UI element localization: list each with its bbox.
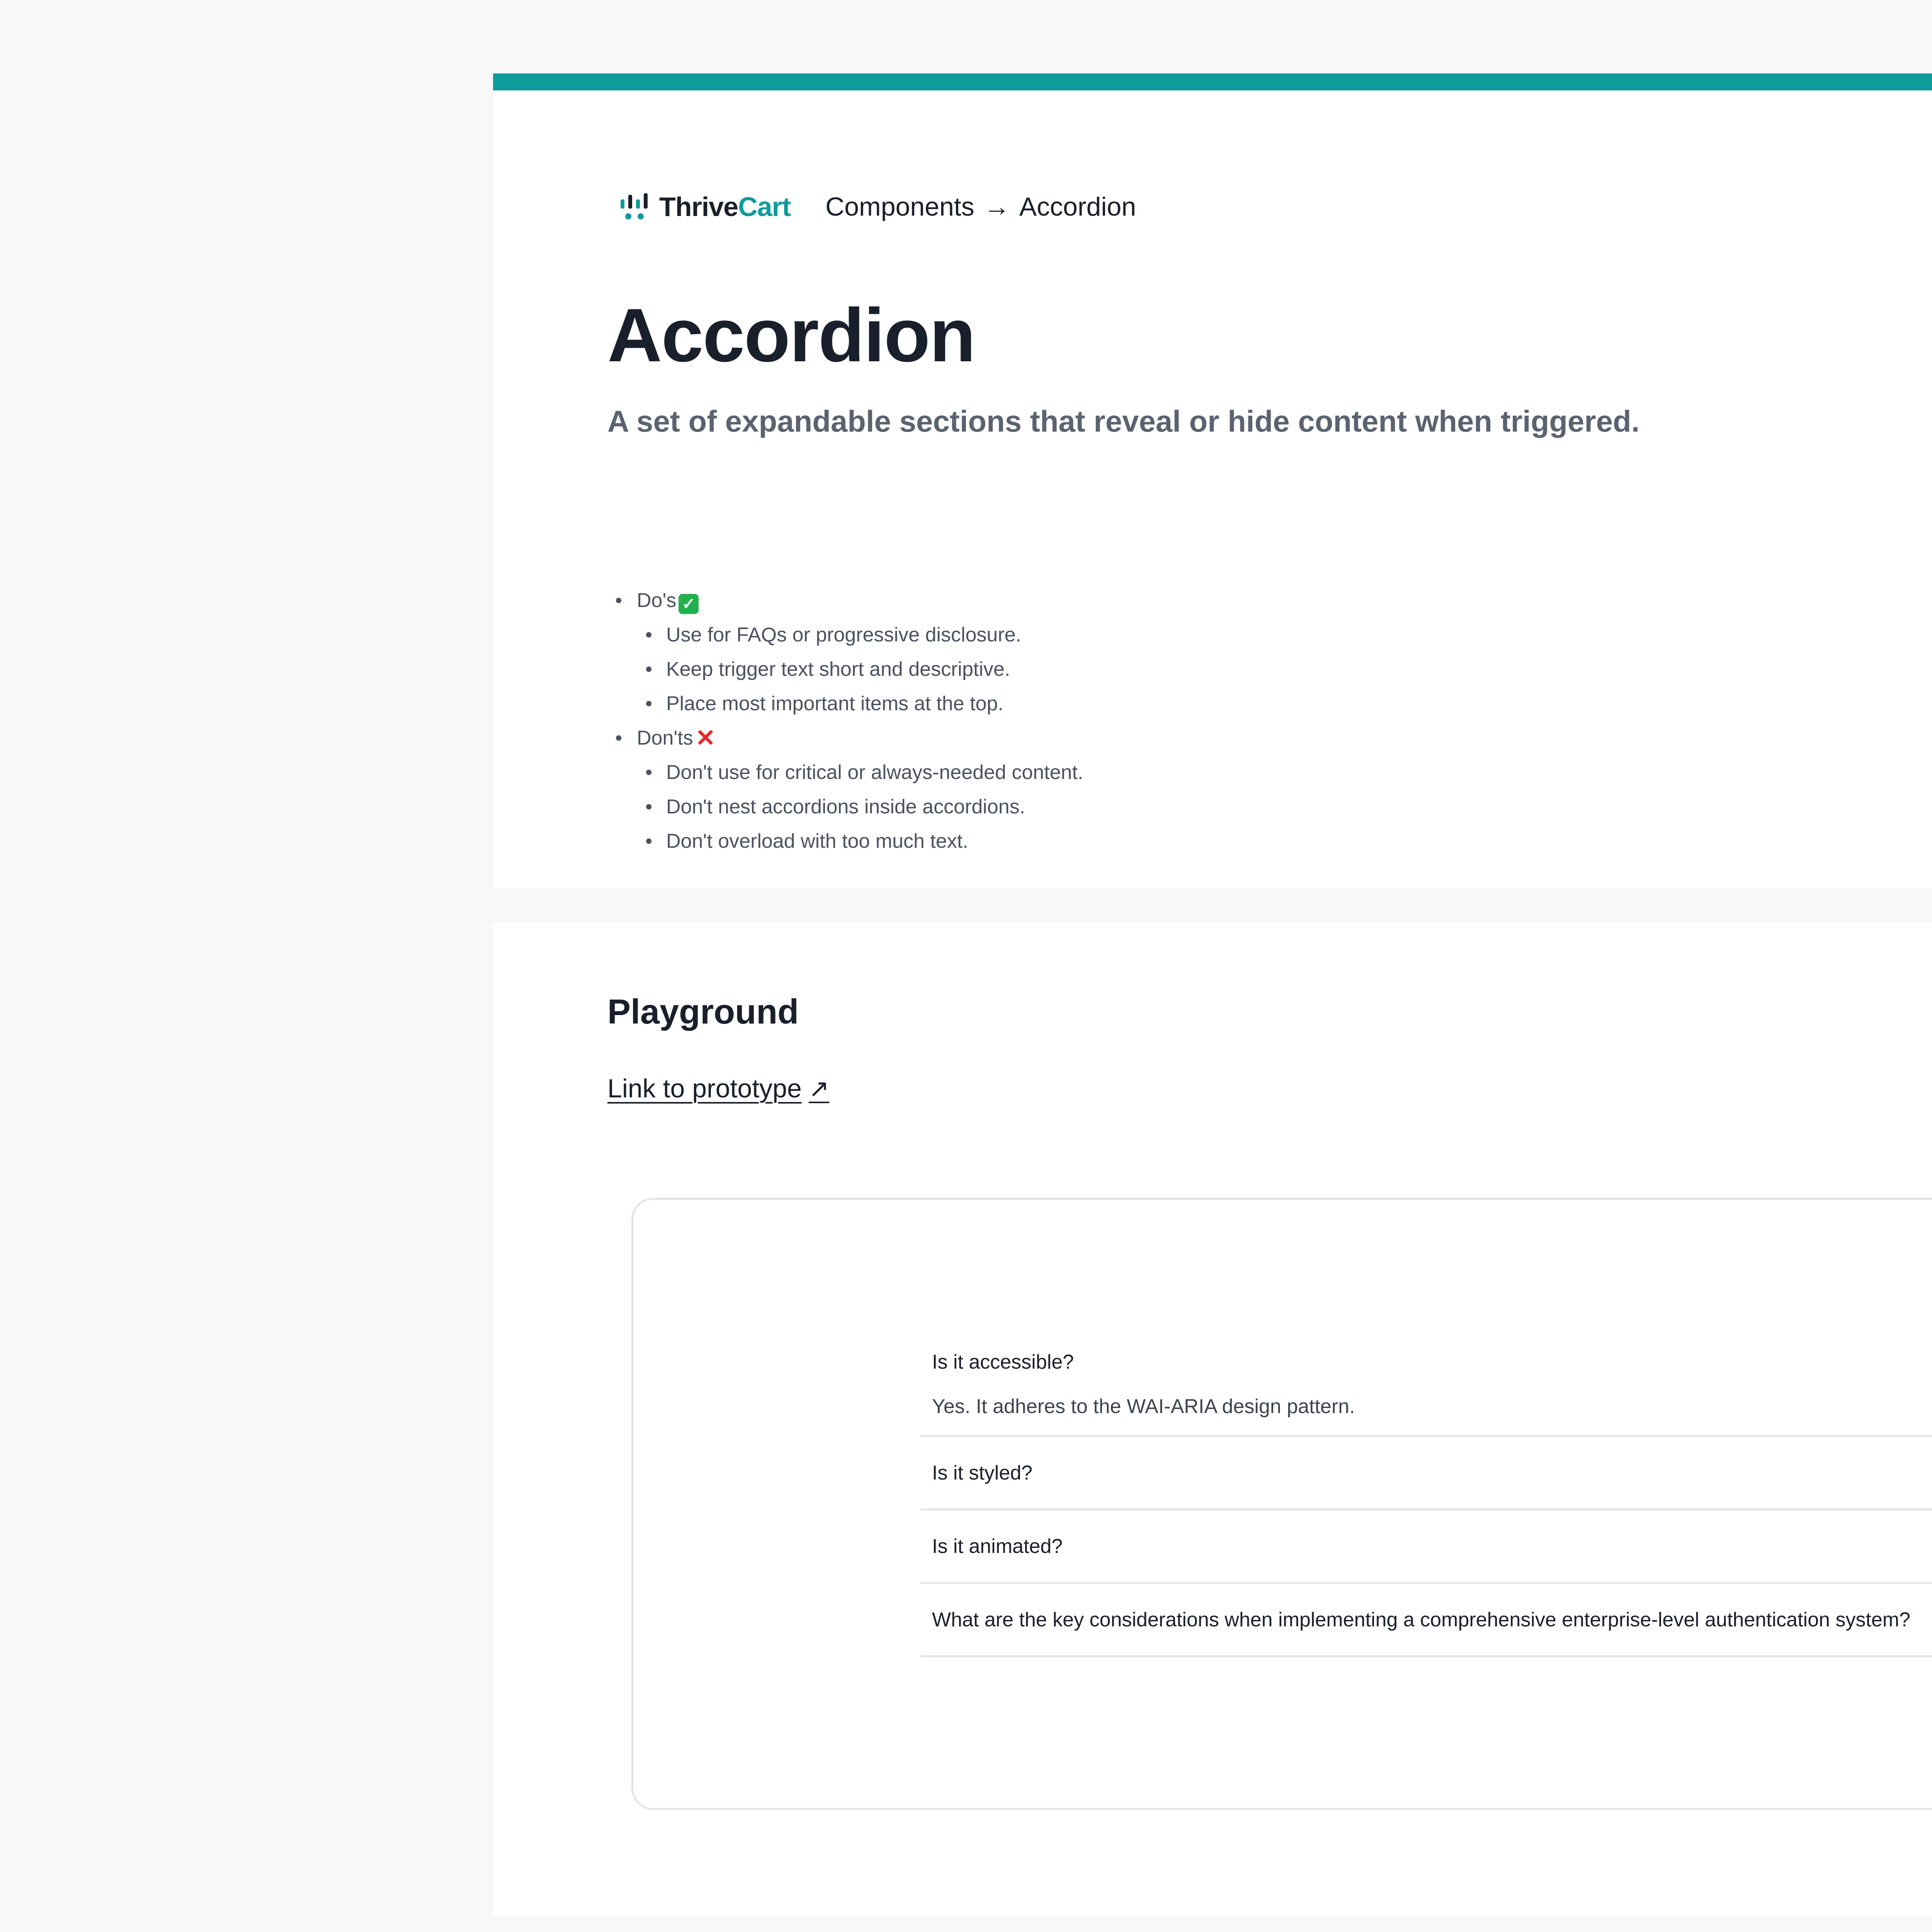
list-item: • Place most important items at the top. [615, 687, 1083, 721]
accent-bar [493, 73, 1932, 90]
accordion-item [920, 1437, 1932, 1510]
playground-title: Playground [607, 993, 799, 1031]
donts-label: Don'ts [637, 727, 693, 749]
accordion-item [920, 1510, 1932, 1584]
accordion-item [920, 1584, 1932, 1657]
accordion-trigger[interactable] [920, 1584, 1932, 1655]
intro-card [493, 73, 1932, 888]
accordion-item [920, 1329, 1932, 1437]
accordion-trigger[interactable] [920, 1510, 1932, 1582]
list-item: • Don't use for critical or always-needed content. [615, 755, 1083, 790]
accordion-answer: Yes. It adheres to the WAI-ARIA design pattern. [932, 1395, 1355, 1418]
prototype-link-label: Link to prototype [607, 1074, 802, 1103]
breadcrumb-item-accordion: Accordion [1019, 192, 1136, 221]
list-item: • Don't nest accordions inside accordions. [615, 790, 1083, 824]
breadcrumb-item-components[interactable]: Components [825, 192, 975, 221]
list-item: • Use for FAQs or progressive disclosure. [615, 618, 1083, 652]
dos-label: Do's [637, 589, 677, 612]
list-item: • Don't overload with too much text. [615, 824, 1083, 859]
guidelines-list [615, 583, 1083, 859]
list-item: • Keep trigger text short and descriptive. [615, 652, 1083, 687]
playground-card [493, 923, 1932, 1917]
arrow-right-icon: → [983, 192, 1010, 221]
page-header [619, 187, 1932, 226]
donts-heading [615, 721, 1083, 755]
prototype-link[interactable] [607, 1073, 829, 1104]
accordion-question: What are the key considerations when implementing a comprehensive enterprise-level authentication system? [932, 1608, 1910, 1631]
accordion-trigger[interactable] [920, 1329, 1932, 1395]
thrivecart-logo[interactable] [619, 191, 791, 222]
cross-mark-icon: ✕ [695, 725, 716, 752]
accordion-question: Is it accessible? [932, 1351, 1074, 1373]
brand-name: ThriveCart [659, 192, 791, 222]
cart-logo-icon [619, 192, 651, 222]
page-title: Accordion [607, 293, 975, 378]
accordion [920, 1329, 1932, 1657]
accordion-question: Is it animated? [932, 1535, 1063, 1558]
dos-heading [615, 583, 1083, 618]
breadcrumb [825, 192, 1136, 222]
check-mark-icon: ✓ [679, 594, 699, 614]
accordion-question: Is it styled? [932, 1461, 1033, 1484]
page-subtitle: A set of expandable sections that reveal or hide content when triggered. [607, 404, 1640, 438]
external-arrow-icon: ↗ [808, 1074, 830, 1102]
playground-frame [631, 1198, 1932, 1810]
accordion-trigger[interactable] [920, 1437, 1932, 1509]
